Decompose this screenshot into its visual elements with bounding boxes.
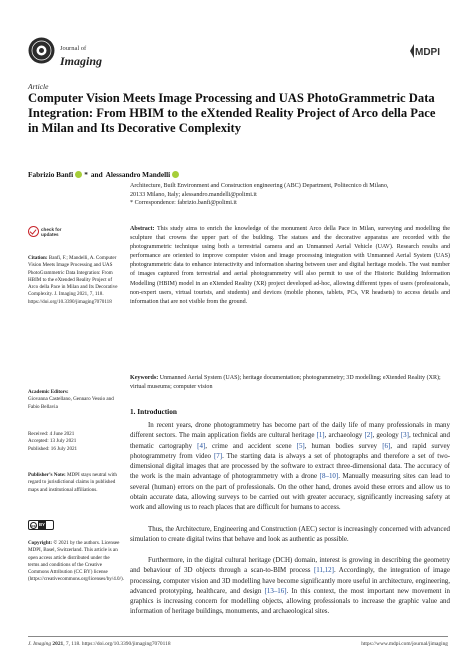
affiliation-line: Architecture, Built Environment and Construction engineering (ABC) Department, Politecnico di Milano, (130, 183, 389, 189)
abstract (130, 225, 450, 307)
cc-by-license-icon[interactable] (28, 520, 54, 530)
copyright-label: Copyright: (28, 540, 53, 546)
journal-seal-icon (28, 37, 55, 64)
citation-link[interactable]: [11,12] (313, 566, 334, 575)
footer-doi[interactable]: , 7, 118. https://doi.org/10.3390/jimaging7070118 (63, 641, 171, 647)
citation-link[interactable]: [2] (364, 431, 373, 440)
check-for-updates-badge[interactable] (28, 225, 72, 238)
journal-title: Imaging (60, 54, 103, 68)
citation-link[interactable]: [6] (382, 441, 391, 450)
check-updates-icon (28, 226, 39, 237)
citation-link[interactable]: [3] (400, 431, 409, 440)
copyright-block (28, 540, 124, 584)
paragraph: Furthermore, in the digital cultural heritage (DCH) domain, interest is growing in describing the geometry and behaviour of 3D objects through a scan-to-BIM process [11,12]. Accordingly, the integration of image processing, computer vision and 3D modelling have become significantly more useful in architecture, engineering, advanced prototyping, healthcare, and design [13–16]. In this context, the most important new movement in graphics is increasing concern for modelling objects, allowing professionals to increase the graphic value and information of heritage buildings, monuments, and archaeological sites. (130, 556, 450, 616)
cc-icon: cc (31, 522, 36, 528)
accepted-date: Accepted: 13 July 2021 (28, 438, 77, 445)
abstract-label: Abstract: (130, 226, 155, 232)
citation-label: Citation: (28, 255, 48, 261)
footer-journal: J. Imaging (28, 641, 52, 647)
journal-name (60, 38, 102, 67)
section-heading: 1. Introduction (130, 407, 177, 416)
published-date: Published: 16 July 2021 (28, 445, 78, 452)
author-name[interactable]: Alessandro Mandelli (105, 170, 171, 179)
affiliation-line: 20133 Milano, Italy; alessandro.mandelli@polimi.it (130, 191, 257, 198)
mdpi-logo-text: MDPI (415, 47, 440, 58)
author-list (28, 170, 181, 179)
corresponding-mark: * (84, 170, 88, 179)
orcid-icon[interactable] (172, 171, 179, 178)
footer-citation (28, 641, 171, 647)
affiliation-block (130, 182, 450, 208)
orcid-icon[interactable] (75, 171, 82, 178)
publisher-note-block (28, 472, 120, 494)
keywords-label: Keywords: (130, 375, 159, 381)
copyright-text: © 2021 by the authors. Licensee MDPI, Basel, Switzerland. This article is an open access article distributed under the terms and conditions of the Creative Commons Attribution (CC BY) license (https://creativecommons.org/licenses/by/4.0/). (28, 540, 124, 583)
keywords (130, 374, 450, 392)
by-icon: BY (39, 522, 45, 527)
received-date: Received: 4 June 2021 (28, 431, 75, 437)
publisher-note-label: Publisher’s Note: (28, 472, 66, 478)
citation-block (28, 255, 120, 306)
academic-editors-block (28, 389, 120, 411)
footer-year: 2021 (52, 641, 64, 647)
dates-block (28, 431, 120, 453)
paragraph: Thus, the Architecture, Engineering and Construction (AEC) sector is increasingly concerned with advanced simulation to create digital twins that behave and look as authentic as possible. (130, 525, 450, 544)
mdpi-logo-icon (410, 43, 446, 59)
academic-editors-label: Academic Editors: (28, 389, 69, 395)
citation-text: Banfi, F.; Mandelli, A. Computer Vision Meets Image Processing and UAS PhotoGrammetric Data Integration: From HBIM to the eXtended Reality Project of Arco della Pace in Milan and Its Decorative Complexity. J. Imaging 2021, 7, 118. https://doi.org/10.3390/jimaging7070118 (28, 255, 118, 305)
author-name[interactable]: Fabrizio Banfi (28, 170, 74, 179)
citation-link[interactable]: [4] (197, 441, 206, 450)
correspondence-line: * Correspondence: fabrizio.banfi@polimi.it (130, 200, 237, 207)
citation-link[interactable]: [8–10] (319, 472, 339, 481)
author-connector: and (90, 170, 103, 179)
publisher-note-text: MDPI stays neutral with regard to jurisdictional claims in published maps and institutional affiliations. (28, 472, 117, 493)
paragraph: In recent years, drone photogrammetry has become part of the daily life of many professionals in many different sectors. The main application fields are cultural heritage [1], archaeology [2], geology [3], technical and thematic cartography [4], crime and accident scene [5], human bodies survey [6], and rapid survey photogrammetry from video [7]. The starting data is always a set of photographs and therefore a set of two-dimensional digital images that are processed by the software to extract three-dimensional data. The accuracy of the work is the main advantage of photogrammetry with a drone [8–10]. Manually measuring sites can lead to several (human) errors on the part of professionals. On the other hand, drones avoid these errors and allow us to obtain accurate data, allowing surveys to be carried out with greater accuracy, significantly increasing safety at work and allowing us to reach places that are difficult for humans to access. (130, 421, 451, 512)
check-updates-label: check for updates (41, 226, 62, 237)
citation-link[interactable]: [5] (296, 441, 305, 450)
citation-link[interactable]: [13–16] (264, 586, 287, 595)
article-title: Computer Vision Meets Image Processing and UAS PhotoGrammetric Data Integration: From HBIM to the eXtended Reality Project of Arco della Pace in Milan and Its Decorative Complexity (28, 91, 436, 135)
abstract-text: This study aims to enrich the knowledge of the monument Arco della Pace in Milan, surveying and modelling the sculpture that crowns the upper part of the building. The statues and the decorative apparatus are recorded with the photogrammetric technique using both a terrestrial camera and an Unmanned Aerial Vehicle (UAV). Research results and performance are oriented to improve computer vision and image processing integration with Unmanned Aerial System (UAS) photogrammetric data to enhance interactivity and information sharing between user and digital heritage models. The vast number of images captured from terrestrial and aerial photogrammetry will also permit to use of the Historic Building Information Modelling (HBIM) model in an eXtended Reality (XR) project developed ad-hoc, allowing different types of users (professionals, non-expert users, virtual tourists, and students) and devices (mobile phones, tablets, PCs, VR headsets) to access details and information that are not visible from the ground. (130, 226, 450, 305)
footer-divider (28, 636, 448, 637)
academic-editors-text: Giovanna Castellano, Gennaro Vessio and Fabio Bellavia (28, 396, 114, 410)
keywords-text: Unmanned Aerial System (UAS); heritage documentation; photogrammetry; 3D modelling; eXtended Reality (XR); virtual museums; computer vision (130, 375, 441, 391)
footer-url[interactable]: https://www.mdpi.com/journal/jimaging (361, 641, 448, 647)
citation-link[interactable]: [1] (316, 431, 325, 440)
journal-of-label: Journal of (60, 45, 87, 52)
article-type: Article (28, 82, 49, 91)
citation-link[interactable]: [7] (213, 451, 223, 460)
